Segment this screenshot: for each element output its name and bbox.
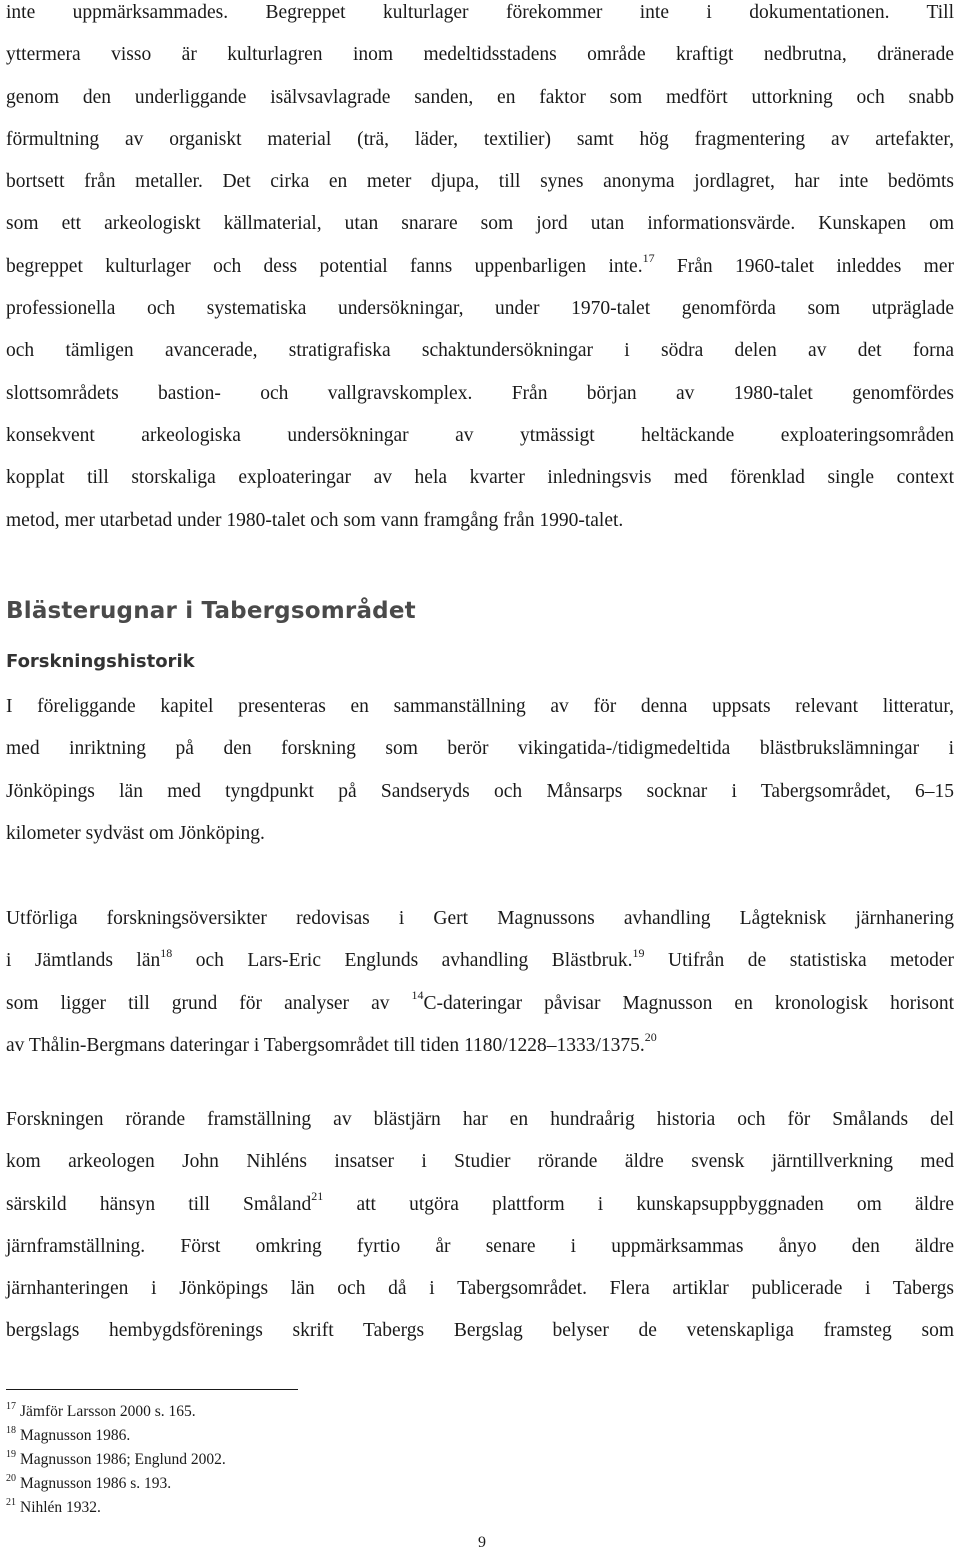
footnote-17 bbox=[6, 1400, 606, 1424]
footnote-number: 17 bbox=[6, 1400, 16, 1412]
superscript-14: 14 bbox=[411, 988, 424, 1003]
text-line: kopplat till storskaliga exploateringar av hela kvarter inledningsvis med förenklad single context bbox=[6, 467, 954, 489]
text-line: bortsett från metaller. Det cirka en meter djupa, till synes anonyma jordlagret, har inte bedömts bbox=[6, 171, 954, 193]
text-run: Utifrån de statistiska metoder bbox=[644, 950, 954, 972]
section-heading: Blästerugnar i Tabergsområdet bbox=[6, 598, 416, 624]
text-line: järnhanteringen i Jönköpings län och då i Tabergsområdet. Flera artiklar publicerade i Tabergs bbox=[6, 1278, 954, 1300]
footnote-ref-20[interactable]: 20 bbox=[644, 1030, 657, 1045]
footnote-text: Magnusson 1986. bbox=[20, 1427, 131, 1444]
body-paragraph-3 bbox=[6, 898, 954, 1067]
text-line: metod, mer utarbetad under 1980-talet och som vann framgång från 1990-talet. bbox=[6, 509, 624, 531]
text-line bbox=[6, 1025, 954, 1067]
text-line: professionella och systematiska undersökningar, under 1970-talet genomförda som utpräglade bbox=[6, 298, 954, 320]
text-line: förmultning av organiskt material (trä, läder, textilier) samt hög fragmentering av artefakter, bbox=[6, 128, 954, 150]
footnote-19 bbox=[6, 1448, 606, 1472]
text-run: Från 1960-talet inleddes mer bbox=[654, 255, 955, 277]
text-run: att utgöra plattform i kunskapsuppbyggnaden om äldre bbox=[323, 1193, 954, 1215]
text-line bbox=[6, 940, 954, 982]
text-line: Utförliga forskningsöversikter redovisas i Gert Magnussons avhandling Lågteknisk järnhanering bbox=[6, 908, 954, 929]
footnote-number: 18 bbox=[6, 1424, 16, 1436]
text-line: järnframställning. Först omkring fyrtio år senare i uppmärksammas ånyo den äldre bbox=[6, 1235, 954, 1257]
footnote-ref-18[interactable]: 18 bbox=[160, 945, 173, 960]
text-run: av Thålin-Bergmans dateringar i Tabergsområdet till tiden 1180/1228–1333/1375. bbox=[6, 1034, 645, 1056]
text-line: bergslags hembygdsförenings skrift Tabergs Bergslag belyser de vetenskapliga framsteg som bbox=[6, 1320, 954, 1342]
text-line: kilometer sydväst om Jönköping. bbox=[6, 822, 265, 844]
footnote-text: Nihlén 1932. bbox=[20, 1499, 101, 1516]
footnote-text: Jämför Larsson 2000 s. 165. bbox=[20, 1403, 196, 1420]
body-paragraph-1 bbox=[6, 0, 954, 542]
text-line bbox=[6, 246, 954, 288]
text-run: begreppet kulturlager och dess potential fanns uppenbarligen inte. bbox=[6, 255, 643, 277]
text-line: Forskningen rörande framställning av blästjärn har en hundraårig historia och för Smålands del bbox=[6, 1109, 954, 1130]
text-line: I föreliggande kapitel presenteras en sammanställning av för denna uppsats relevant litteratur, bbox=[6, 696, 954, 717]
text-run: i Jämtlands län bbox=[6, 950, 161, 972]
text-line: yttermera visso är kulturlagren inom medeltidsstadens område kraftigt nedbrutna, dränerade bbox=[6, 44, 954, 66]
text-run: och Lars-Eric Englunds avhandling Blästbruk. bbox=[172, 950, 633, 972]
text-line: inte uppmärksammades. Begreppet kulturlager förekommer inte i dokumentationen. Till bbox=[6, 2, 954, 23]
text-line: som ett arkeologiskt källmaterial, utan snarare som jord utan informationsvärde. Kunskapen om bbox=[6, 213, 954, 235]
text-run: som ligger till grund för analyser av bbox=[6, 992, 412, 1014]
text-line bbox=[6, 1184, 954, 1226]
text-run: särskild hänsyn till Småland bbox=[6, 1193, 312, 1215]
footnote-ref-21[interactable]: 21 bbox=[311, 1189, 324, 1204]
footnote-20 bbox=[6, 1472, 606, 1496]
footnote-ref-17[interactable]: 17 bbox=[642, 251, 655, 266]
footnote-text: Magnusson 1986 s. 193. bbox=[20, 1475, 172, 1492]
footnote-21 bbox=[6, 1496, 606, 1520]
text-line: konsekvent arkeologiska undersökningar av ytmässigt heltäckande exploateringsområden bbox=[6, 424, 954, 446]
body-paragraph-2 bbox=[6, 686, 954, 855]
footnotes bbox=[6, 1400, 606, 1520]
subsection-heading: Forskningshistorik bbox=[6, 651, 195, 672]
text-line: och tämligen avancerade, stratigrafiska schaktundersökningar i södra delen av det forna bbox=[6, 340, 954, 362]
footnote-separator bbox=[6, 1389, 298, 1390]
text-run: C-dateringar påvisar Magnusson en kronologisk horisont bbox=[423, 992, 955, 1014]
footnote-number: 20 bbox=[6, 1472, 16, 1484]
footnote-number: 19 bbox=[6, 1448, 16, 1460]
text-line: Jönköpings län med tyngdpunkt på Sandseryds och Månsarps socknar i Tabergsområdet, 6–15 bbox=[6, 780, 954, 802]
text-line: med inriktning på den forskning som berör vikingatida-/tidigmedeltida blästbrukslämningar i bbox=[6, 738, 954, 760]
document-page bbox=[6, 0, 954, 1554]
text-line: genom den underliggande isälvsavlagrade sanden, en faktor som medfört uttorkning och snabb bbox=[6, 86, 954, 108]
footnote-18 bbox=[6, 1424, 606, 1448]
page-number: 9 bbox=[478, 1534, 486, 1551]
footnote-ref-19[interactable]: 19 bbox=[632, 945, 645, 960]
text-line: slottsområdets bastion- och vallgravskomplex. Från början av 1980-talet genomfördes bbox=[6, 382, 954, 404]
text-line bbox=[6, 983, 954, 1025]
body-paragraph-4 bbox=[6, 1099, 954, 1353]
footnote-number: 21 bbox=[6, 1496, 16, 1508]
footnote-text: Magnusson 1986; Englund 2002. bbox=[20, 1451, 226, 1468]
text-line: kom arkeologen John Nihléns insatser i Studier rörande äldre svensk järntillverkning med bbox=[6, 1151, 954, 1173]
